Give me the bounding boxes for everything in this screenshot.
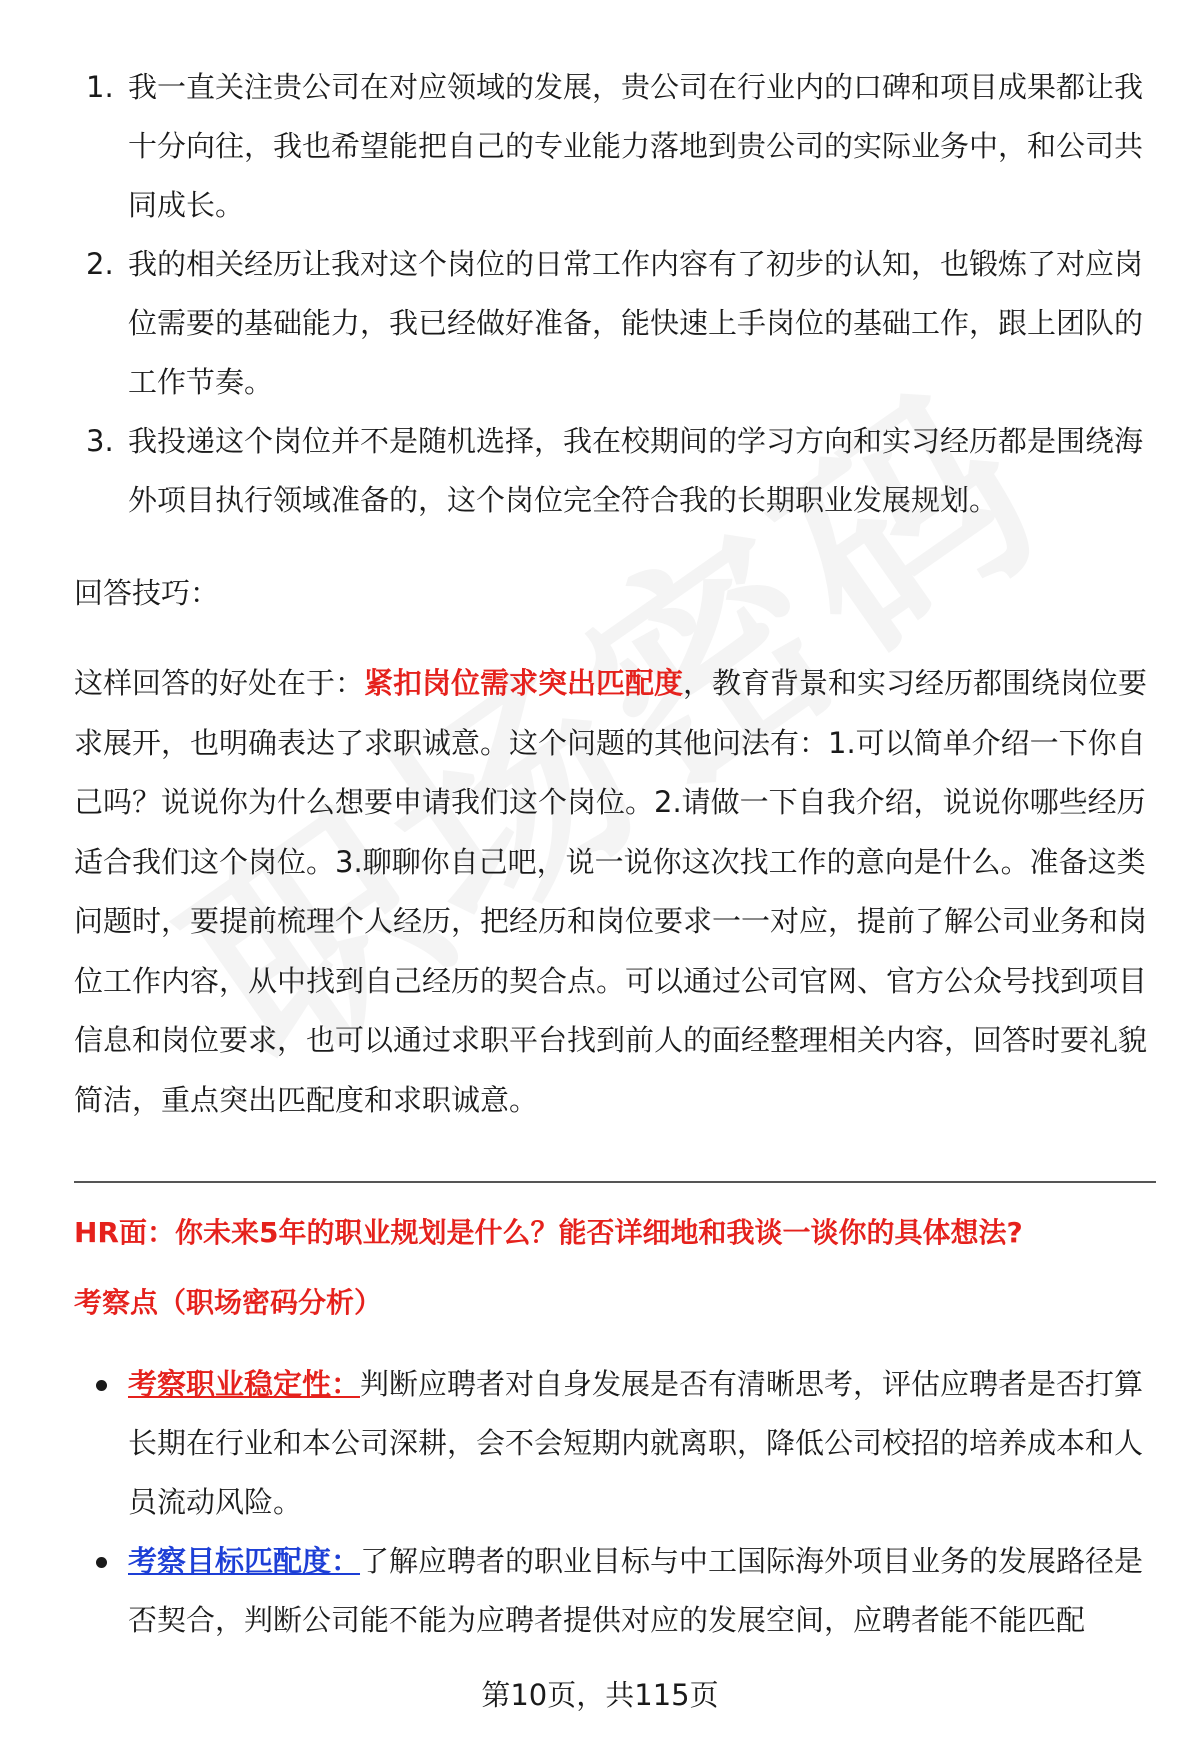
tips-body: ，教育背景和实习经历都围绕岗位要求展开，也明确表达了求职诚意。这个问题的其他问法有：1.可以简单介绍一下你自己吗？说说你为什么想要申请我们这个岗位。2.请做一下自我介绍，说说你哪些经历适合我们这个岗位。3.聊聊你自己吧，说一说你这次找工作的意向是什么。准备这类问题时，要提前梳理个人经历，把经历和岗位要求一一对应，提前了解公司业务和岗位工作内容，从中找到自己经历的契合点。可以通过公司官网、官方公众号找到项目信息和岗位要求，也可以通过求职平台找到前人的面经整理相关内容，回答时要礼貌简洁，重点突出匹配度和求职诚意。 — [74, 666, 1148, 1117]
list-item — [74, 58, 1154, 235]
point-keyword: 考察职业稳定性： — [128, 1367, 361, 1401]
point-text: 了解应聘者的职业目标与中工国际海外项目业务的发展路径是否契合，判断公司能不能为应聘者提供对应的发展空间，应聘者能不能匹配 — [128, 1544, 1144, 1637]
list-number: 1. — [86, 70, 114, 104]
list-item — [74, 412, 1154, 530]
point-text: 判断应聘者对自身发展是否有清晰思考，评估应聘者是否打算长期在行业和本公司深耕，会不会短期内就离职，降低公司校招的培养成本和人员流动风险。 — [128, 1367, 1144, 1519]
list-item — [74, 1532, 1154, 1650]
analysis-points — [74, 1355, 1154, 1650]
list-item — [74, 1355, 1154, 1532]
bullet-icon — [96, 1380, 107, 1391]
reasons-list — [74, 58, 1154, 530]
list-number: 3. — [86, 424, 114, 458]
list-number: 2. — [86, 247, 114, 281]
list-item — [74, 235, 1154, 412]
tips-heading: 回答技巧： — [74, 576, 220, 610]
section-divider — [74, 1181, 1156, 1183]
hr-question: HR面：你未来5年的职业规划是什么？能否详细地和我谈一谈你的具体想法? — [74, 1216, 1023, 1249]
page-footer: 第10页，共115页 — [481, 1678, 719, 1712]
list-text: 我的相关经历让我对这个岗位的日常工作内容有了初步的认知，也锻炼了对应岗位需要的基础能力，我已经做好准备，能快速上手岗位的基础工作，跟上团队的工作节奏。 — [128, 247, 1144, 399]
tips-highlight: 紧扣岗位需求突出匹配度 — [364, 666, 684, 700]
list-text: 我投递这个岗位并不是随机选择，我在校期间的学习方向和实习经历都是围绕海外项目执行领域准备的，这个岗位完全符合我的长期职业发展规划。 — [128, 424, 1144, 517]
list-text: 我一直关注贵公司在对应领域的发展，贵公司在行业内的口碑和项目成果都让我十分向往，我也希望能把自己的专业能力落地到贵公司的实际业务中，和公司共同成长。 — [128, 70, 1144, 222]
tips-paragraph — [74, 654, 1154, 1130]
tips-intro: 这样回答的好处在于： — [74, 666, 365, 700]
analysis-title: 考察点（职场密码分析） — [74, 1286, 383, 1319]
point-keyword: 考察目标匹配度： — [128, 1544, 361, 1578]
bullet-icon — [96, 1557, 107, 1568]
